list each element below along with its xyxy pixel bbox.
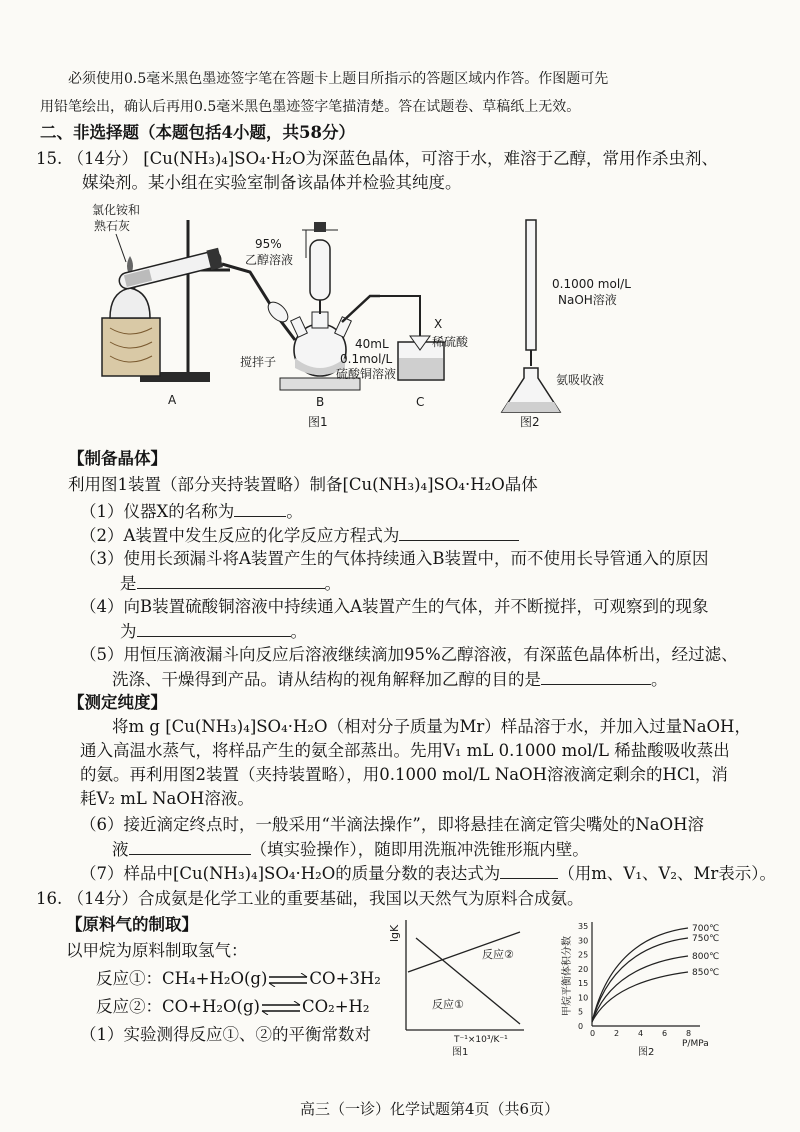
q15-5-end: 。 (651, 670, 668, 689)
fig2-x-tick: 4 (638, 1029, 644, 1038)
fig2-y-tick: 10 (578, 993, 589, 1003)
prep-intro: 利用图1装置（部分夹持装置略）制备[Cu(NH₃)₄]SO₄·H₂O晶体 (68, 475, 538, 494)
answer-blank-1[interactable] (234, 500, 286, 517)
q15-intro-line-1 (36, 148, 718, 170)
q15-4-end: 。 (290, 622, 307, 641)
label-volume: 40mL (355, 337, 389, 351)
fig2-curve (592, 956, 688, 1022)
delivery-tube (222, 264, 295, 340)
dropping-funnel (310, 240, 330, 300)
q15-score: （14分） (67, 149, 138, 168)
equilibrium-arrow-icon (260, 1001, 302, 1015)
q15-number: 15. (36, 149, 63, 168)
q16-score: （14分） (67, 889, 138, 908)
fig2-x-tick: 0 (590, 1029, 596, 1038)
answer-blank-2[interactable] (399, 524, 519, 541)
answer-blank-7[interactable] (500, 862, 558, 879)
answer-blank-3[interactable] (137, 572, 325, 589)
page-footer: 高三（一诊）化学试题第4页（共6页） (300, 1100, 560, 1118)
label-concentration: 0.1mol/L (340, 352, 393, 366)
figure2-caption: 图2 (520, 415, 540, 429)
q15-intro-text: [Cu(NH₃)₄]SO₄·H₂O为深蓝色晶体，可溶于水，难溶于乙醇，常用作杀虫剂、 (143, 149, 719, 168)
q16-intro-text: 合成氨是化学工业的重要基础，我国以天然气为原料合成氨。 (138, 889, 584, 908)
fig2-y-tick: 20 (578, 964, 589, 974)
fig2-ylabel: 甲烷平衡体积分数 (562, 936, 573, 1016)
reaction-1-label: 反应①： (96, 969, 162, 988)
answer-blank-4[interactable] (137, 620, 291, 637)
q15-4b-text: 为 (120, 622, 137, 641)
fig2-curve-label: 850℃ (692, 968, 720, 978)
fig2-y-tick: 30 (578, 936, 589, 946)
fig2-y-tick: 5 (578, 1007, 584, 1017)
q15-6b-end: （填实验操作），随即用洗瓶冲洗锥形瓶内壁。 (250, 840, 589, 859)
fig2-x-tick: 6 (662, 1029, 668, 1038)
q15-4a: （4）向B装置硫酸铜溶液中持续通入A装置产生的气体，并不断搅拌，可观察到的现象 (80, 597, 709, 616)
q15-1-text: （1）仪器X的名称为 (80, 502, 235, 521)
answer-blank-5[interactable] (541, 668, 651, 685)
label-x: X (434, 317, 443, 331)
reaction-2 (96, 996, 370, 1018)
fig2-y-tick: 15 (578, 979, 589, 989)
fig2-curve (592, 938, 688, 1022)
caption-b: B (316, 395, 325, 409)
label-reagent-b: 熟石灰 (94, 219, 131, 233)
reaction-1-right: CO+3H₂ (309, 969, 381, 988)
q15-3-end: 。 (324, 574, 341, 593)
fig1-caption: 图1 (452, 1047, 469, 1058)
burette (526, 220, 536, 350)
purity-p1: 将m g [Cu(NH₃)₄]SO₄·H₂O（相对分子质量为Mr）样品溶于水，并加入过量NaOH， (112, 717, 751, 736)
purity-p3: 的氨。再利用图2装置（夹持装置略），用0.1000 mol/L NaOH溶液滴定剩余的HCl，消 (80, 765, 728, 784)
prep-heading: 【制备晶体】 (68, 449, 167, 468)
fig2-curve (592, 928, 688, 1022)
label-absorbent: 氨吸收液 (556, 373, 605, 387)
q15-intro-line-2: 媒染剂。某小组在实验室制备该晶体并检验其纯度。 (82, 173, 462, 192)
section-title: 二、非选择题（本题包括4小题，共58分） (40, 123, 355, 142)
q15-3b (120, 572, 341, 595)
q15-6b-text: 液 (112, 840, 129, 859)
reaction-1-left: CH₄+H₂O(g) (162, 969, 268, 988)
q15-3b-text: 是 (120, 574, 137, 593)
fig1-ylabel: lgK (388, 924, 401, 942)
q15-5a: （5）用恒压滴液漏斗向反应后溶液继续滴加95%乙醇溶液，有深蓝色晶体析出，经过滤、 (80, 645, 738, 664)
q15-3a: （3）使用长颈漏斗将A装置产生的气体持续通入B装置中，而不使用长导管通入的原因 (80, 549, 709, 568)
label-ethanol-pct: 95% (255, 237, 282, 251)
purity-p4: 耗V₂ mL NaOH溶液。 (80, 789, 254, 808)
notice-line-1: 必须使用0.5毫米黑色墨迹签字笔在答题卡上题目所指示的答题区域内作答。作图题可先 (68, 71, 609, 87)
label-ethanol: 乙醇溶液 (245, 253, 294, 267)
label-cuso4: 硫酸铜溶液 (336, 367, 397, 381)
label-dilute-acid: 稀硫酸 (432, 335, 469, 349)
apparatus-figure (80, 200, 640, 440)
label-naoh: NaOH溶液 (558, 293, 617, 307)
fig1-label-r1: 反应① (432, 998, 464, 1011)
fig2-y-tick: 35 (578, 922, 589, 931)
q15-7-text: （7）样品中[Cu(NH₃)₄]SO₄·H₂O的质量分数的表达式为 (80, 864, 501, 883)
q15-5b (112, 668, 668, 691)
q15-5b-text: 洗涤、干燥得到产品。请从结构的视角解释加乙醇的目的是 (112, 670, 541, 689)
alcohol-lamp (110, 288, 150, 318)
label-naoh-conc: 0.1000 mol/L (552, 277, 631, 291)
caption-c: C (416, 395, 425, 409)
reaction-1 (96, 968, 381, 990)
notice-line-2: 用铅笔绘出，确认后再用0.5毫米黑色墨迹签字笔描清楚。答在试题卷、草稿纸上无效。 (40, 99, 581, 115)
q16-1: （1）实验测得反应①、②的平衡常数对 (80, 1025, 371, 1044)
purity-heading: 【测定纯度】 (68, 693, 167, 712)
q16-heading: 【原料气的制取】 (66, 915, 198, 934)
q15-7-end: （用m、V₁、V₂、Mr表示）。 (558, 864, 777, 883)
fig2-curve-label: 800℃ (692, 952, 720, 962)
reaction-2-left: CO+H₂O(g) (162, 997, 260, 1016)
q15-6a: （6）接近滴定终点时，一般采用“半滴法操作”，即将悬挂在滴定管尖嘴处的NaOH溶 (80, 815, 705, 834)
q15-7 (80, 862, 776, 885)
q16-intro2: 以甲烷为原料制取氢气： (66, 941, 248, 960)
reaction-2-label: 反应②： (96, 997, 162, 1016)
fig2-curve-label: 750℃ (692, 934, 720, 944)
q15-4b (120, 620, 307, 643)
equilibrium-arrow-icon (267, 973, 309, 987)
label-stirrer: 搅拌子 (240, 355, 277, 369)
fig2-xlabel: P/MPa (682, 1039, 709, 1049)
fig2-curve (592, 972, 688, 1022)
q15-1-end: 。 (286, 502, 303, 521)
q15-2-text: （2）A装置中发生反应的化学反应方程式为 (80, 526, 400, 545)
q15-6b (112, 838, 589, 861)
purity-p2: 通入高温水蒸气，将样品产生的氨全部蒸出。先用V₁ mL 0.1000 mol/L 稀盐酸吸收蒸出 (80, 741, 730, 760)
fig2-x-tick: 8 (686, 1029, 692, 1038)
q16-figure1 (386, 912, 530, 1058)
caption-a: A (168, 393, 177, 407)
fig1-xlabel: T⁻¹×10³/K⁻¹ (454, 1035, 508, 1045)
fig2-y-tick: 0 (578, 1022, 584, 1031)
fig1-label-r2: 反应② (482, 948, 514, 961)
label-reagent-a: 氯化铵和 (92, 203, 141, 217)
reaction-2-right: CO₂+H₂ (301, 997, 370, 1016)
wooden-block (102, 318, 160, 376)
q16-number: 16. (36, 889, 63, 908)
fig2-caption: 图2 (638, 1047, 655, 1058)
q16-intro (36, 888, 584, 910)
q16-figure2 (558, 912, 758, 1058)
figure1-caption: 图1 (308, 415, 328, 429)
fig2-x-tick: 2 (614, 1029, 620, 1038)
fig2-y-tick: 25 (578, 950, 589, 960)
answer-blank-6[interactable] (129, 838, 251, 855)
q15-2 (80, 524, 519, 547)
fig2-curve-label: 700℃ (692, 924, 720, 934)
q15-1 (80, 500, 303, 523)
